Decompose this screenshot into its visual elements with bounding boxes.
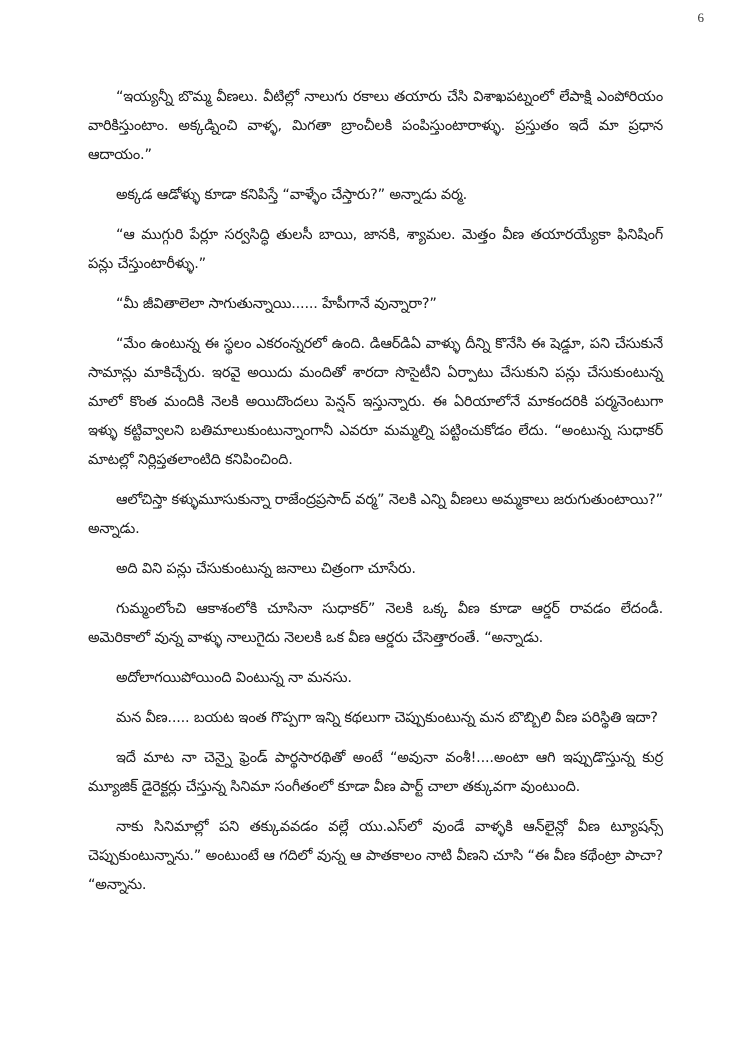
paragraph: “ఇయ్యన్నీ బొమ్మ వీణలు. వీటిల్లో నాలుగు రకాలు తయారు చేసి విశాఖపట్నంలో లేపాక్షి ఎంపోరియం వారికిస్తుంటాం. అక్కడ్నించి వాళ్ళ, మిగతా బ్రాంచీలకి పంపిస్తుంటారాళ్ళు. ప్రస్తుతం ఇదే మా ప్రధాన ఆదాయం.”	[88, 89, 663, 163]
body-text	[88, 83, 663, 911]
paragraph: అది విని పన్లు చేసుకుంటున్న జనాలు చిత్రంగా చూసేరు.	[116, 561, 416, 577]
paragraph: అదోలాగయిపోయింది వింటున్న నా మనసు.	[116, 670, 352, 686]
paragraph: అక్కడ ఆడోళ్ళు కూడా కనిపిస్తే “వాళ్ళేం చేస్తారు?” అన్నాడు వర్మ.	[116, 187, 468, 203]
paragraph: నాకు సినిమాల్లో పని తక్కువవడం వల్లే యు.ఎస్‌లో వుండే వాళ్ళకి ఆన్‌లైన్లో వీణ ట్యూషన్స్ చెప్పుకుంటున్నాను.” అంటుంటే ఆ గదిలో వున్న ఆ పాతకాలం నాటి వీణని చూసి “ఈ వీణ కథేంట్రా పాచా? “అన్నాను.	[88, 819, 663, 893]
paragraph: ఇదే మాట నా చెన్నై ఫ్రెండ్ పార్థసారథితో అంటే “అవునా వంశీ!....అంటా ఆగి ఇప్పుడొస్తున్న కుర్ర మ్యూజిక్ డైరెక్టర్లు చేస్తున్న సినిమా సంగీతంలో కూడా వీణ పార్ట్ చాలా తక్కువగా వుంటుంది.	[88, 750, 663, 795]
paragraph: గుమ్మంలోంచి ఆకాశంలోకి చూసినా సుధాకర్” నెలకి ఒక్క వీణ కూడా ఆర్డర్ రావడం లేదండీ. అమెరికాలో వున్న వాళ్ళు నాలుగైదు నెలలకి ఒక వీణ ఆర్డరు చేసెత్తారంతే. “అన్నాడు.	[88, 601, 663, 646]
paragraph: మన వీణ..... బయట ఇంత గొప్పగా ఇన్ని కథలుగా చెప్పుకుంటున్న మన బొబ్బిలి వీణ పరిస్థితి ఇదా?	[116, 710, 658, 726]
paragraph: “మేం ఉంటున్న ఈ స్థలం ఎకరంన్నరలో ఉంది. డిఆర్‌డిఏ వాళ్ళు దీన్ని కొనేసి ఈ షెడ్డూ, పని చేసుకునే సామాన్లు మాకిచ్చేరు. ఇరవై అయిదు మందితో శారదా సొసైటీని ఏర్పాటు చేసుకుని పన్లు చేసుకుంటున్న మాలో కొంత మందికి నెలకి అయిదొందలు పెన్షన్ ఇస్తున్నారు. ఈ ఏరియాలోనే మాకందరికి పర్మనెంటుగా ఇళ్ళు కట్టివ్వాలని బతిమాలుకుంటున్నాంగానీ ఎవరూ మమ్మల్ని పట్టించుకోడం లేదు. “అంటున్న సుధాకర్ మాటల్లో నిర్లిప్తతలాంటిది కనిపించింది.	[88, 336, 663, 468]
paragraph: “మీ జీవితాలెలా సాగుతున్నాయి...... హేపీగానే వున్నారా?”	[116, 296, 437, 312]
page-number: 6	[697, 10, 704, 25]
paragraph: ఆలోచిస్తా కళ్ళుమూసుకున్నా రాజేంద్రప్రసాద్ వర్మ” నెలకి ఎన్ని వీణలు అమ్మకాలు జరుగుతుంటాయి?” అన్నాడు.	[88, 492, 663, 537]
paragraph: “ఆ ముగ్గురి పేర్లూ సర్వసిద్ధి తులసీ బాయి, జానకి, శ్యామల. మెత్తం వీణ తయారయ్యేకా ఫినిషింగ్ పన్లు చేస్తుంటారీళ్ళు.”	[88, 227, 663, 272]
